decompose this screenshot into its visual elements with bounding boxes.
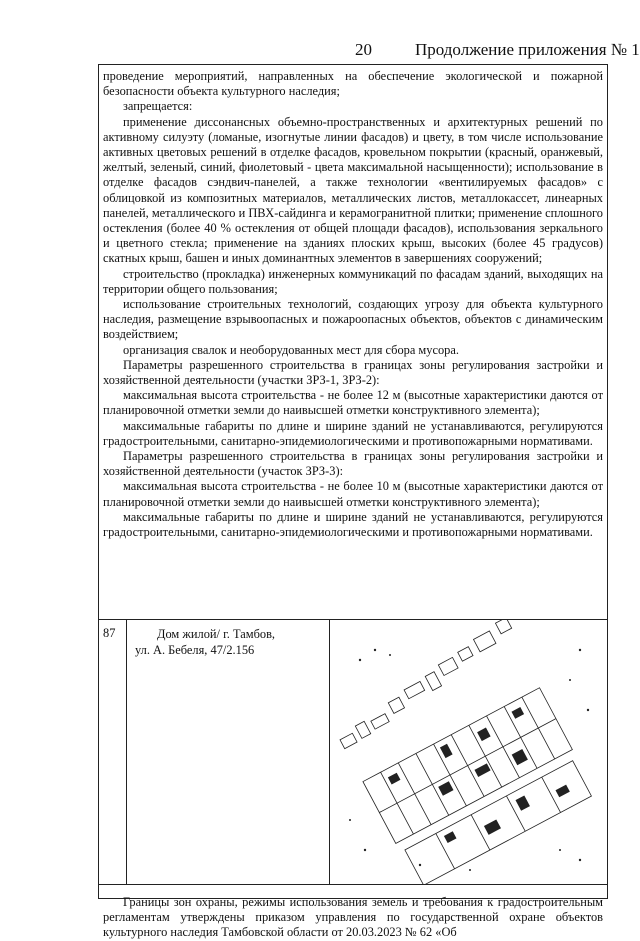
page-number: 20 (355, 40, 372, 59)
object-name-cell (127, 620, 330, 884)
zone-map-image (330, 620, 607, 884)
regulations-text (103, 69, 603, 540)
paragraph: проведение мероприятий, направленных на обеспечение экологической и пожарной безопасности объекта культурного наследия; (103, 69, 603, 99)
paragraph: Параметры разрешенного строительства в границах зоны регулирования застройки и хозяйственной деятельности (участок ЗРЗ-3): (103, 449, 603, 479)
paragraph: максимальные габариты по длине и ширине зданий не устанавливаются, регулируются градостроительными, санитарно-эпидемиологическими и противопожарными нормативами. (103, 509, 603, 540)
object-address-line: ул. А. Бебеля, 47/2.156 (135, 643, 255, 657)
table-row (99, 619, 607, 885)
paragraph: Границы зон охраны, режимы использования земель и требования к градостроительным регламентам утверждены приказом управления по государственной охране объектов культурного наследия Тамбовской области от 20.03.2023 № 62 «Об (103, 895, 603, 940)
paragraph: организация свалок и необорудованных мест для сбора мусора. (123, 342, 459, 357)
paragraph: максимальные габариты по длине и ширине зданий не устанавливаются, регулируются градостроительными, санитарно-эпидемиологическими и противопожарными нормативами. (103, 418, 603, 448)
paragraph: Параметры разрешенного строительства в границах зоны регулирования застройки и хозяйственной деятельности (участки ЗРЗ-1, ЗРЗ-2): (103, 357, 603, 388)
bottom-paragraph-container (103, 895, 603, 941)
paragraph: запрещается: (123, 99, 193, 114)
paragraph: применение диссонансных объемно-пространственных и архитектурных решений по активному силуэту (ломаные, изогнутые линии фасадов) и цвету, в том числе использование активных цветовых решений в отделке фасадов, кровельном покрытии (красный, оранжевый, желтый, зеленый, синий, фиолетовый - цвета максимальной насыщенности); использование в отделке фасадов сэндвич-панелей, а также технологии «вентилируемых фасадов» с облицовкой из композитных материалов, металлических листов, металлокассет, линеарных панелей, металлического и ПВХ-сайдинга и керамогранитной плитки; применение сплошного остекления (более 40 % остекления от общей площади фасадов), использования зеркального и цветного стекла; применение на зданиях плоских крыш, высоких (более 45 градусов) скатных крыш, башен и иных доминантных элементов в завершениях сооружений; (103, 114, 603, 266)
appendix-label: Продолжение приложения № 1 (415, 40, 640, 59)
paragraph: использование строительных технологий, создающих угрозу для объекта культурного наследия, размещение взрывоопасных и пожароопасных объектов, объектов с динамическим воздействием; (103, 297, 603, 342)
paragraph: максимальная высота строительства - не более 12 м (высотные характеристики даются от планировочной отметки земли до наивысшей отметки конструктивного элемента); (103, 388, 603, 418)
table-frame (98, 64, 608, 940)
map-cell (330, 620, 607, 884)
row-number: 87 (99, 620, 127, 884)
paragraph: максимальная высота строительства - не более 10 м (высотные характеристики даются от планировочной отметки земли до наивысшей отметки конструктивного элемента); (103, 479, 603, 509)
page-header (0, 40, 640, 64)
paragraph: строительство (прокладка) инженерных коммуникаций по фасадам зданий, выходящих на территории общего пользования; (103, 266, 603, 296)
object-name-line: Дом жилой/ г. Тамбов, (157, 627, 276, 641)
